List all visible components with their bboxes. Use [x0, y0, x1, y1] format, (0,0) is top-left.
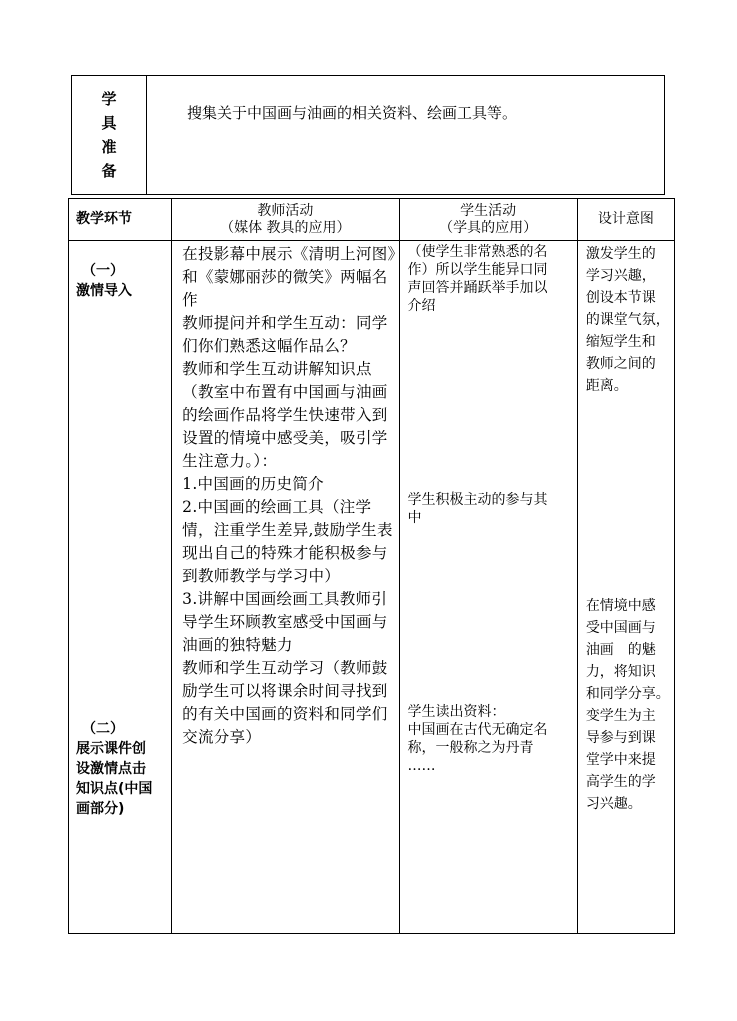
teacher-paragraph: 在投影幕中展示《清明上河图》和《蒙娜丽莎的微笑》两幅名作 [182, 245, 396, 309]
intent-line: 在情境中感 [585, 598, 656, 614]
stage-two-title-line: 画部分) [76, 801, 125, 817]
header-stage: 教学环节 [69, 199, 172, 241]
student-line: （使学生非常熟悉的名 [407, 244, 548, 260]
intent-line: 缩短学生和 [585, 334, 656, 350]
intent-line: 力，将知识 [585, 664, 656, 680]
stage-two-title-line: 设激情点击 [76, 761, 146, 777]
materials-text: 搜集关于中国画与油画的相关资料、绘画工具等。 [147, 76, 665, 195]
intent-line: 导参与到课 [585, 730, 656, 746]
stage-two-num: （二） [82, 721, 124, 737]
student-line: 称，一般称之为丹青 [407, 740, 534, 756]
student-line: 声回答并踊跃举手加以 [407, 280, 548, 296]
teacher-paragraph: 教师和学生互动学习（教师鼓励学生可以将课余时间寻找到的有关中国画的资料和同学们交流分享） [182, 659, 388, 746]
stage-cell [69, 241, 172, 934]
student-line: …… [407, 758, 436, 774]
student-block [408, 491, 573, 527]
header-teacher-sub: （媒体 教具的应用） [220, 219, 351, 236]
student-line: 中国画在古代无确定名 [407, 722, 548, 738]
teacher-paragraph: 1.中国画的历史简介 [182, 475, 324, 493]
stage-two-title-line: 知识点(中国 [76, 781, 153, 797]
intent-block [586, 595, 672, 815]
teacher-paragraph: 3.讲解中国画绘画工具教师引导学生环顾教室感受中国画与油画的独特魅力 [182, 590, 388, 654]
intent-line: 距离。 [585, 378, 628, 394]
intent-line: 堂学中来提 [585, 752, 656, 768]
intent-line: 教师之间的 [585, 356, 656, 372]
materials-label [72, 76, 147, 195]
intent-line: 油画 的魅 [585, 642, 656, 658]
teacher-paragraph: 教师提问并和学生互动：同学们你们熟悉这幅作品么？ [182, 314, 388, 355]
header-teacher [172, 199, 399, 241]
design-intent-cell [577, 241, 674, 934]
materials-table [71, 75, 665, 195]
student-line: 学生积极主动的参与其 [407, 492, 548, 508]
student-line: 学生读出资料： [407, 704, 506, 720]
header-teacher-title: 教师活动 [257, 202, 314, 219]
teacher-paragraph: 教师和学生互动讲解知识点（教室中布置有中国画与油画的绘画作品将学生快速带入到设置的情境中感受美，吸引学生注意力。）： [182, 360, 388, 470]
intent-line: 学习兴趣， [585, 268, 656, 284]
header-intent: 设计意图 [577, 199, 674, 241]
stage-two-title-line: 展示课件创 [76, 741, 146, 757]
intent-line: 和同学分享。 [585, 686, 670, 702]
teacher-activity-cell [172, 241, 399, 934]
materials-label-char: 学 [101, 90, 117, 108]
materials-label-char: 具 [101, 114, 117, 132]
student-line: 介绍 [407, 298, 436, 314]
student-block [408, 703, 573, 775]
header-student [399, 199, 577, 241]
stage-one [76, 261, 132, 301]
materials-label-char: 备 [101, 162, 117, 180]
stage-two [76, 719, 152, 819]
intent-block [586, 243, 672, 397]
intent-line: 受中国画与 [585, 620, 656, 636]
student-block [408, 243, 573, 315]
stage-one-title: 激情导入 [76, 283, 132, 299]
intent-line: 的课堂气氛， [585, 312, 670, 328]
table-row [69, 241, 675, 934]
student-activity-cell [399, 241, 577, 934]
stage-one-num: （一） [82, 263, 124, 279]
intent-line: 变学生为主 [585, 708, 656, 724]
table-header-row [69, 199, 675, 241]
student-line: 作）所以学生能异口同 [407, 262, 548, 278]
lesson-plan-table [68, 198, 675, 934]
student-line: 中 [407, 510, 422, 526]
materials-label-char: 准 [101, 138, 117, 156]
header-student-title: 学生活动 [460, 202, 517, 219]
intent-line: 创设本节课 [585, 290, 656, 306]
intent-line: 激发学生的 [585, 246, 656, 262]
header-student-sub: （学具的应用） [439, 219, 538, 236]
intent-line: 习兴趣。 [585, 796, 642, 812]
teacher-paragraph: 2.中国画的绘画工具（注学情，注重学生差异,鼓励学生表现出自己的特殊才能积极参与到教师教学与学习中） [182, 498, 393, 585]
intent-line: 高学生的学 [585, 774, 656, 790]
